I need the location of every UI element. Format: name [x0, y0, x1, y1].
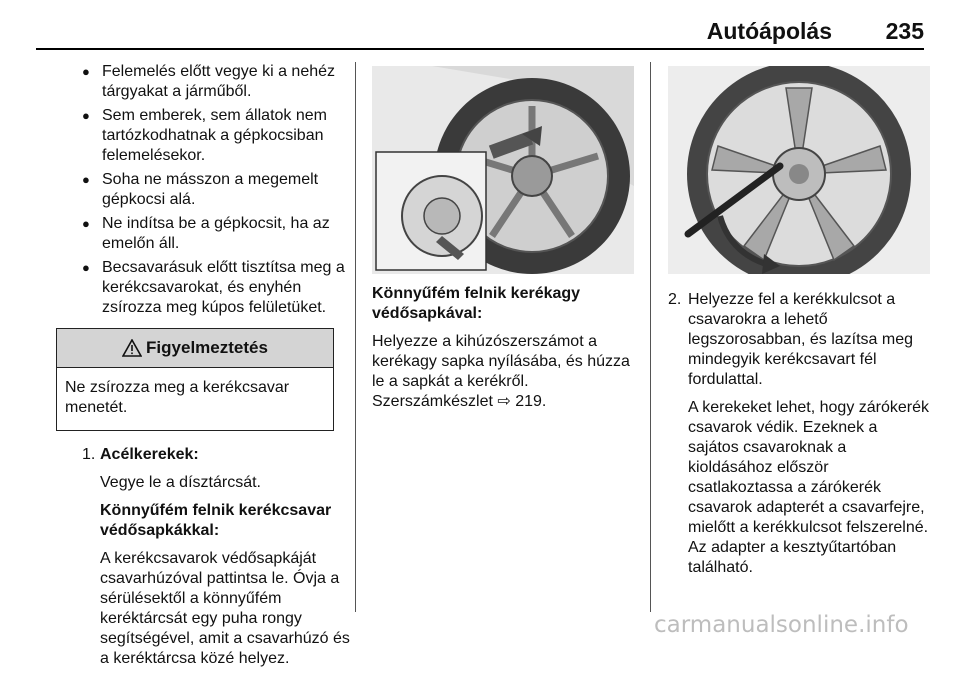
column-divider [650, 62, 651, 612]
cross-reference: Szerszámkészlet ⇨ 219. [372, 393, 547, 410]
list-item: ● Soha ne másszon a megemelt gépkocsi alá. [66, 170, 352, 210]
list-item: ● Ne indítsa be a gépkocsit, ha az emelőn áll. [66, 214, 352, 254]
column-middle [372, 284, 634, 420]
watermark: carmanualsonline.info [654, 612, 909, 638]
wheel-hub-illustration [372, 66, 634, 274]
step-text: A kerekeket lehet, hogy zárókerék csavarok védik. Ezeknek a sajátos csavaroknak a kioldásához először csatlakoztassa a zárókerék csavarok adapterét a csavarfejre, mielőtt a kerékkulcsot felszerelné. Az adapter a kesztyűtartóban található. [688, 399, 930, 576]
list-item: ● Sem emberek, sem állatok nem tartózkodhatnak a gépkocsiban felemelésekor. [66, 106, 352, 166]
paragraph: Helyezze a kihúzószerszámot a kerékagy sapka nyílásába, és húzza le a sapkát a kerékről. [372, 333, 630, 390]
page-number: 235 [885, 18, 924, 44]
column-right [668, 290, 930, 586]
warning-triangle-icon [122, 339, 142, 357]
step-text: Vegye le a dísztárcsát. [100, 474, 261, 491]
bullet-list [66, 62, 352, 318]
list-item: ● Becsavarásuk előtt tisztítsa meg a kerékcsavarokat, és enyhén zsírozza meg kúpos felületüket. [66, 258, 352, 318]
step-subheading: Könnyűfém felnik kerékcsavar védősapkákkal: [100, 502, 332, 539]
warning-text: Ne zsírozza meg a kerékcsavar menetét. [65, 379, 290, 416]
illustration-wheel-wrench [668, 66, 930, 274]
section-title: Autóápolás [706, 18, 832, 44]
step-heading: Acélkerekek: [100, 446, 199, 463]
warning-title: Figyelmeztetés [146, 338, 268, 357]
illustration-hubcap-removal [372, 66, 634, 274]
section-heading: Könnyűfém felnik kerékagy védősapkával: [372, 285, 581, 322]
warning-header [57, 329, 333, 368]
column-divider [355, 62, 356, 612]
list-item: ● Felemelés előtt vegye ki a nehéz tárgyakat a járműből. [66, 62, 352, 102]
step-text: Helyezze fel a kerékkulcsot a csavarokra a lehető legszorosabban, és lazítsa meg mindegyik kerékcsavart fél fordulattal. [688, 291, 914, 388]
step-1 [66, 445, 352, 669]
alloy-wheel-illustration [668, 66, 930, 274]
step-number: 2. [668, 291, 682, 308]
step-text: A kerékcsavarok védősapkáját csavarhúzóval pattintsa le. Óvja a sérülésektől a könnyűfém keréktárcsát egy puha rongy segítségével, amit a csavarhúzó és a keréktárcsa közé helyez. [100, 550, 350, 667]
page-header [36, 8, 924, 50]
warning-box [56, 328, 334, 431]
column-left [66, 62, 352, 677]
step-number: 1. [82, 446, 96, 463]
step-2 [668, 290, 930, 578]
